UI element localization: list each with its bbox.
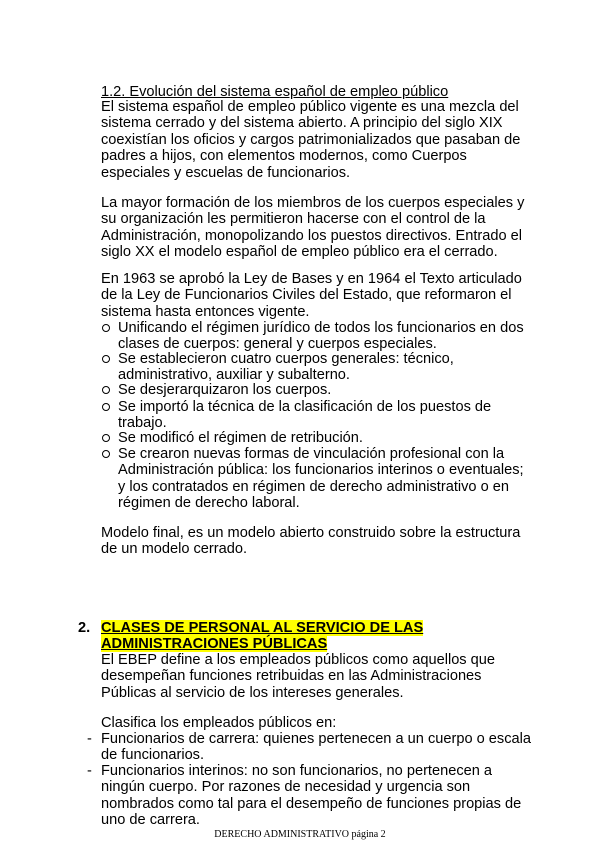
circle-bullet-icon: [102, 450, 110, 458]
paragraph-2: La mayor formación de los miembros de los cuerpos especiales y su organización les permitieron hacerse con el control de la Administración, monopolizando los puestos directivos. Entrado el siglo XX el modelo español de empleo público era el cerrado.: [101, 195, 525, 261]
list-item: Se modificó el régimen de retribución.: [118, 430, 530, 446]
list-item: Se establecieron cuatro cuerpos generales: técnico, administrativo, auxiliar y subalterno.: [118, 351, 530, 384]
list-item: Unificando el régimen jurídico de todos los funcionarios en dos clases de cuerpos: general y cuerpos especiales.: [118, 320, 530, 353]
subsection-heading: 1.2. Evolución del sistema español de empleo público: [101, 84, 449, 100]
section-2-paragraph-1: El EBEP define a los empleados públicos como aquellos que desempeñan funciones retribuidas en las Administraciones Públicas al servicio de los intereses generales.: [101, 652, 496, 701]
circle-bullet-icon: [102, 403, 110, 411]
paragraph-3: En 1963 se aprobó la Ley de Bases y en 1964 el Texto articulado de la Ley de Funcionarios Civiles del Estado, que reformaron el sistema hasta entonces vigente.: [101, 271, 522, 320]
dash-marker: -: [87, 731, 92, 747]
dash-marker: -: [87, 763, 92, 779]
paragraph-1: El sistema español de empleo público vigente es una mezcla del sistema cerrado y del sistema abierto. A principio del siglo XIX coexistían los oficios y cargos patrimonializados que pasaban de padres a hijos, con elementos modernos, como Cuerpos especiales y escuelas de funcionarios.: [101, 99, 521, 181]
circle-bullet-icon: [102, 355, 110, 363]
section-title-line-2: ADMINISTRACIONES PÚBLICAS: [101, 636, 328, 652]
list-item: Se desjerarquizaron los cuerpos.: [118, 382, 530, 398]
circle-bullet-icon: [102, 324, 110, 332]
circle-bullet-icon: [102, 434, 110, 442]
section-title-line-1: CLASES DE PERSONAL AL SERVICIO DE LAS: [101, 620, 424, 636]
page-footer: DERECHO ADMINISTRATIVO página 2: [214, 829, 386, 840]
section-number: 2.: [78, 620, 91, 636]
list-item: Se importó la técnica de la clasificación de los puestos de trabajo.: [118, 399, 530, 432]
list-item: Funcionarios interinos: no son funcionarios, no pertenecen a ningún cuerpo. Por razones de necesidad y urgencia son nombrados como tal para el desempeño de funciones propias de uno de carrera.: [101, 763, 522, 829]
section-2-paragraph-2: Clasifica los empleados públicos en:: [101, 715, 337, 731]
list-item: Se crearon nuevas formas de vinculación profesional con la Administración pública: los funcionarios interinos o eventuales; y los contratados en régimen de derecho administrativo o en régimen de derecho laboral.: [118, 446, 530, 512]
list-item: Funcionarios de carrera: quienes pertenecen a un cuerpo o escala de funcionarios.: [101, 731, 531, 764]
circle-bullet-icon: [102, 386, 110, 394]
paragraph-4: Modelo final, es un modelo abierto construido sobre la estructura de un modelo cerrado.: [101, 525, 521, 558]
